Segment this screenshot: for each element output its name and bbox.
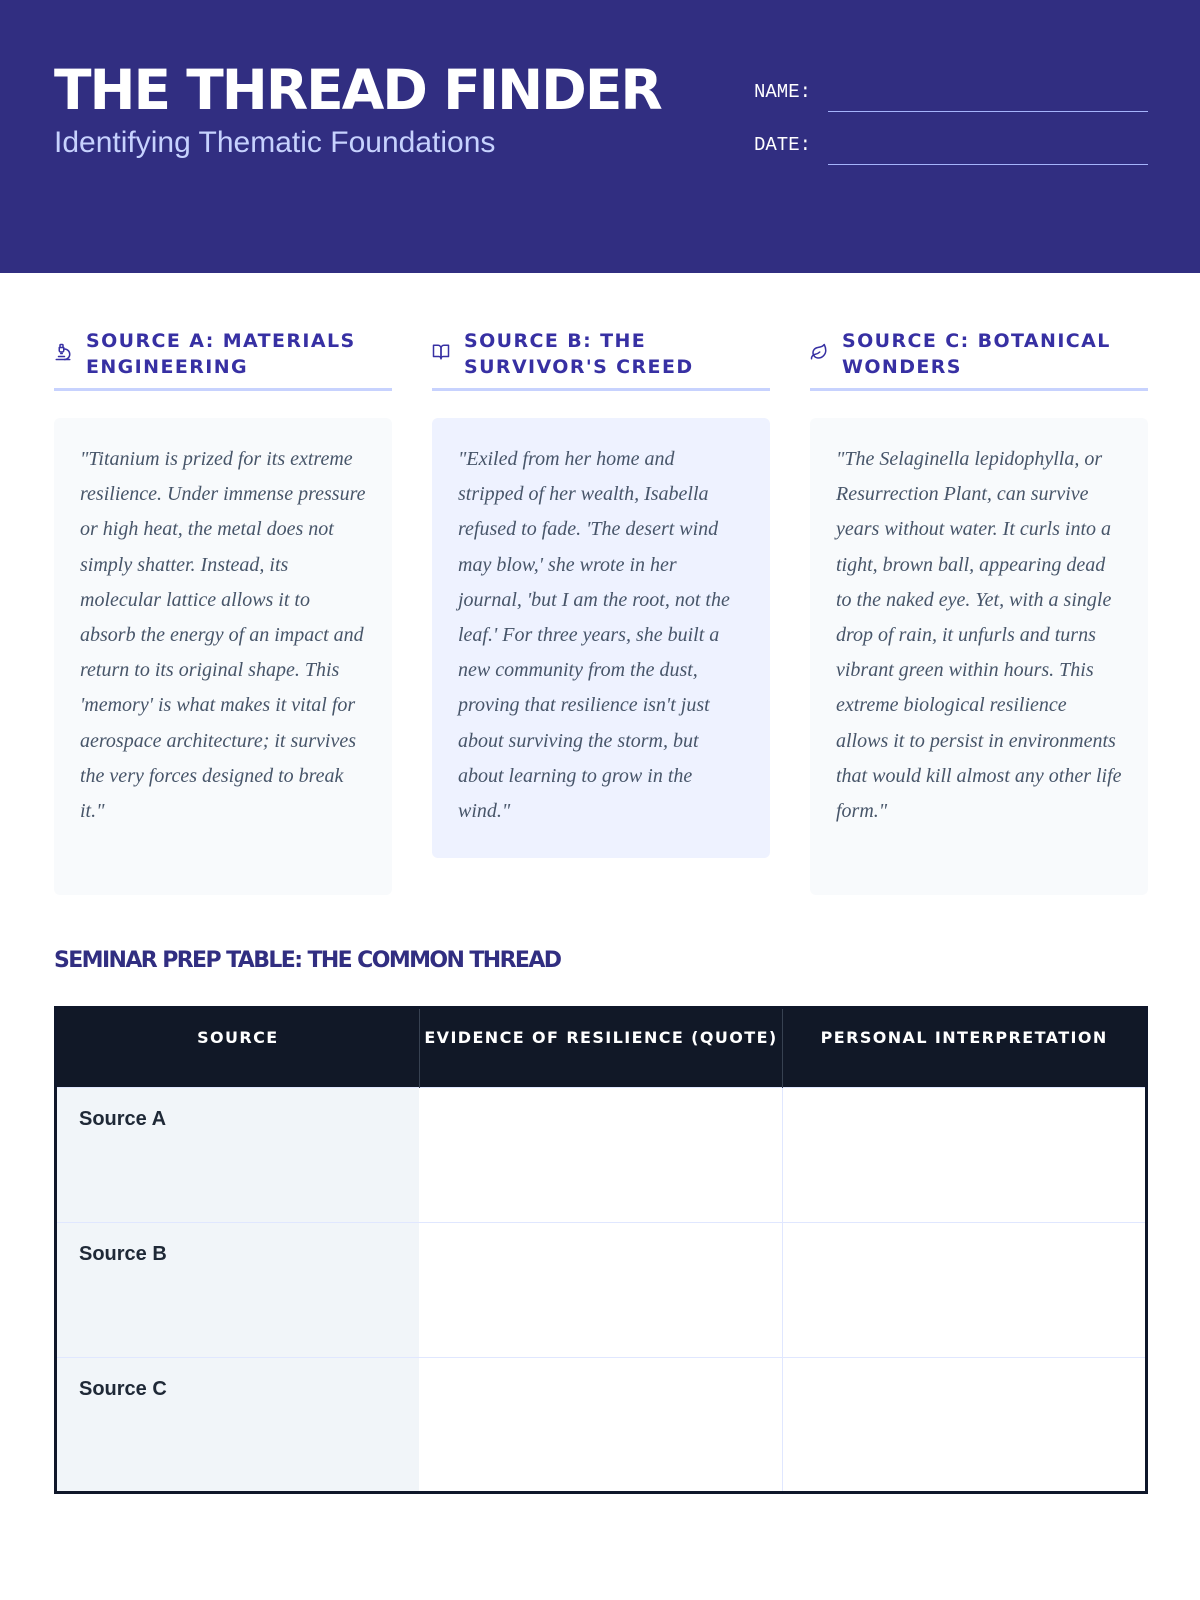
source-a-title: SOURCE A: MATERIALS ENGINEERING [86, 330, 356, 378]
page-subtitle: Identifying Thematic Foundations [54, 126, 496, 159]
open-book-icon [432, 343, 450, 361]
column-header-evidence: EVIDENCE OF RESILIENCE (QUOTE) [419, 1008, 783, 1088]
source-b-column [432, 325, 770, 823]
source-c-title: SOURCE C: BOTANICAL WONDERS [842, 330, 1111, 378]
evidence-cell-source-a[interactable] [419, 1088, 783, 1223]
page-title: THE THREAD FINDER [54, 58, 661, 122]
source-c-column [810, 325, 1148, 823]
source-b-quote: "Exiled from her home and stripped of her wealth, Isabella refused to fade. 'The desert wind may blow,' she wrote in her journal, 'but I am the root, not the leaf.' For three years, she built a new community from the dust, proving that resilience isn't just about surviving the storm, but about learning to grow in the wind." [432, 418, 770, 858]
source-a-quote: "Titanium is prized for its extreme resilience. Under immense pressure or high heat, the metal does not simply shatter. Instead, its molecular lattice allows it to absorb the energy of an impact and return to its original shape. This 'memory' is what makes it vital for aerospace architecture; it survives the very forces designed to break it." [54, 418, 392, 895]
column-header-source: SOURCE [56, 1008, 420, 1088]
column-header-interpretation: PERSONAL INTERPRETATION [783, 1008, 1147, 1088]
source-c-quote: "The Selaginella lepidophylla, or Resurrection Plant, can survive years without water. It curls into a tight, brown ball, appearing dead to the naked eye. Yet, with a single drop of rain, it unfurls and turns vibrant green within hours. This extreme biological resilience allows it to persist in environments that would kill almost any other life form." [810, 418, 1148, 895]
worksheet-header [0, 0, 1200, 273]
prep-table-title: SEMINAR PREP TABLE: THE COMMON THREAD [54, 948, 561, 973]
evidence-cell-source-c[interactable] [419, 1358, 783, 1493]
leaf-icon [810, 343, 828, 361]
source-b-heading [432, 325, 770, 391]
source-a-heading [54, 325, 392, 391]
date-input-line[interactable] [828, 164, 1148, 165]
name-label: NAME: [754, 81, 812, 103]
seminar-prep-table [54, 1006, 1148, 1494]
source-c-heading [810, 325, 1148, 391]
table-row [56, 1223, 1147, 1358]
sources-section [54, 325, 1148, 895]
table-row [56, 1088, 1147, 1223]
interpretation-cell-source-a[interactable] [783, 1088, 1147, 1223]
date-label: DATE: [754, 134, 812, 156]
table-row [56, 1358, 1147, 1493]
source-b-title: SOURCE B: THE SURVIVOR'S CREED [464, 330, 694, 378]
date-field[interactable] [754, 125, 1148, 165]
row-label-source-c: Source C [56, 1358, 420, 1493]
name-input-line[interactable] [828, 111, 1148, 112]
source-a-column [54, 325, 392, 823]
interpretation-cell-source-b[interactable] [783, 1223, 1147, 1358]
row-label-source-a: Source A [56, 1088, 420, 1223]
evidence-cell-source-b[interactable] [419, 1223, 783, 1358]
row-label-source-b: Source B [56, 1223, 420, 1358]
table-header-row [56, 1008, 1147, 1088]
interpretation-cell-source-c[interactable] [783, 1358, 1147, 1493]
name-field[interactable] [754, 72, 1148, 112]
microscope-icon [54, 343, 72, 361]
